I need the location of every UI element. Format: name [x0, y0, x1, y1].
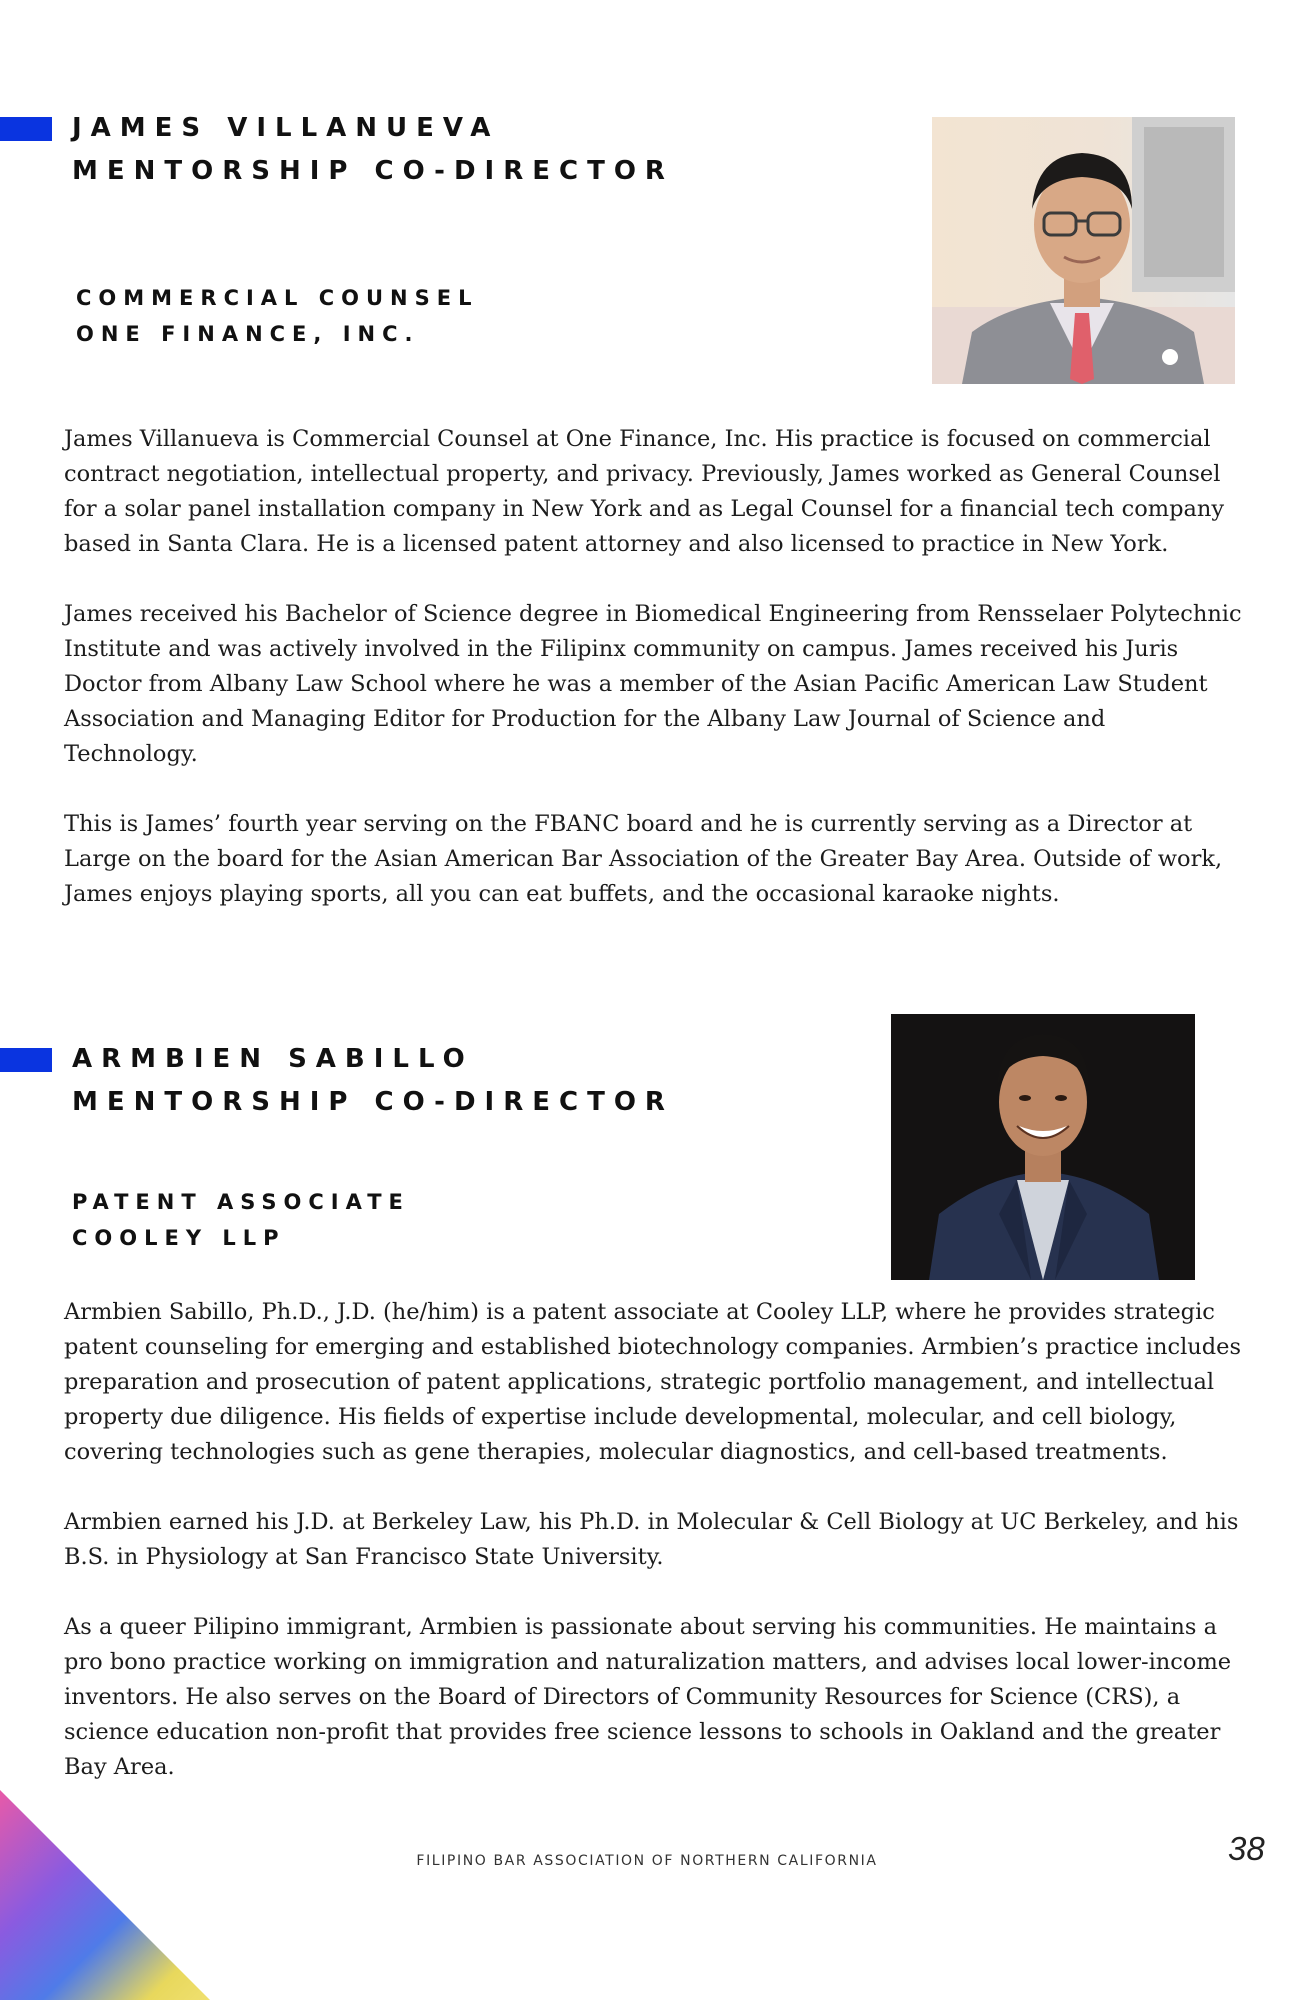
profile-2-heading	[72, 1038, 674, 1124]
corner-gradient-decoration	[0, 1790, 210, 2000]
profile-2-position	[72, 1184, 410, 1256]
profile-2-bio-paragraph: As a queer Pilipino immigrant, Armbien is passionate about serving his communities. He maintains a pro bono practice working on immigration and naturalization matters, and advises local lower-income inventors. He also serves on the Board of Directors of Community Resources for Science (CRS), a science education non-profit that provides free science lessons to schools in Oakland and the greater Bay Area.	[64, 1614, 1232, 1780]
profile-1-bio-paragraph: James Villanueva is Commercial Counsel at One Finance, Inc. His practice is focused on commercial contract negotiation, intellectual property, and privacy. Previously, James worked as General Counsel for a solar panel installation company in New York and as Legal Counsel for a financial tech company based in Santa Clara. He is a licensed patent attorney and also licensed to practice in New York.	[64, 426, 1225, 557]
profile-2-name: ARMBIEN SABILLO	[72, 1044, 474, 1074]
footer-organization: FILIPINO BAR ASSOCIATION OF NORTHERN CALIFORNIA	[416, 1853, 878, 1869]
profile-2-bio-paragraph: Armbien Sabillo, Ph.D., J.D. (he/him) is a patent associate at Cooley LLP, where he provides strategic patent counseling for emerging and established biotechnology companies. Armbien’s practice includes preparation and prosecution of patent applications, strategic portfolio management, and intellectual property due diligence. His fields of expertise include developmental, molecular, and cell biology, covering technologies such as gene therapies, molecular diagnostics, and cell-based treatments.	[64, 1299, 1242, 1465]
profile-1-employer: ONE FINANCE, INC.	[76, 322, 420, 346]
profile-2-job-title: PATENT ASSOCIATE	[72, 1190, 410, 1214]
profile-1-position	[76, 280, 479, 352]
profile-1-role: MENTORSHIP CO-DIRECTOR	[72, 156, 674, 186]
profile-1-bio-paragraph: James received his Bachelor of Science degree in Biomedical Engineering from Rensselaer Polytechnic Institute and was actively involved in the Filipinx community on campus. James received his Juris Doctor from Albany Law School where he was a member of the Asian Pacific American Law Student Association and Managing Editor for Production for the Albany Law Journal of Science and Technology.	[64, 601, 1242, 767]
profile-2-bio	[64, 1295, 1244, 1785]
profile-1-job-title: COMMERCIAL COUNSEL	[76, 286, 479, 310]
accent-bar-profile-2	[0, 1048, 52, 1072]
profile-1-bio-paragraph: This is James’ fourth year serving on the FBANC board and he is currently serving as a Director at Large on the board for the Asian American Bar Association of the Greater Bay Area. Outside of work, James enjoys playing sports, all you can eat buffets, and the occasional karaoke nights.	[64, 811, 1223, 907]
profile-1-bio	[64, 422, 1244, 912]
profile-1-photo	[932, 117, 1235, 384]
accent-bar-profile-1	[0, 117, 52, 141]
profile-2-role: MENTORSHIP CO-DIRECTOR	[72, 1087, 674, 1117]
profile-1-name: JAMES VILLANUEVA	[72, 113, 500, 143]
profile-1-heading	[72, 107, 674, 193]
profile-2-employer: COOLEY LLP	[72, 1226, 286, 1250]
page-number: 38	[1228, 1830, 1265, 1867]
profile-2-bio-paragraph: Armbien earned his J.D. at Berkeley Law, his Ph.D. in Molecular & Cell Biology at UC Berkeley, and his B.S. in Physiology at San Francisco State University.	[64, 1509, 1239, 1570]
profile-2-photo	[891, 1014, 1195, 1280]
